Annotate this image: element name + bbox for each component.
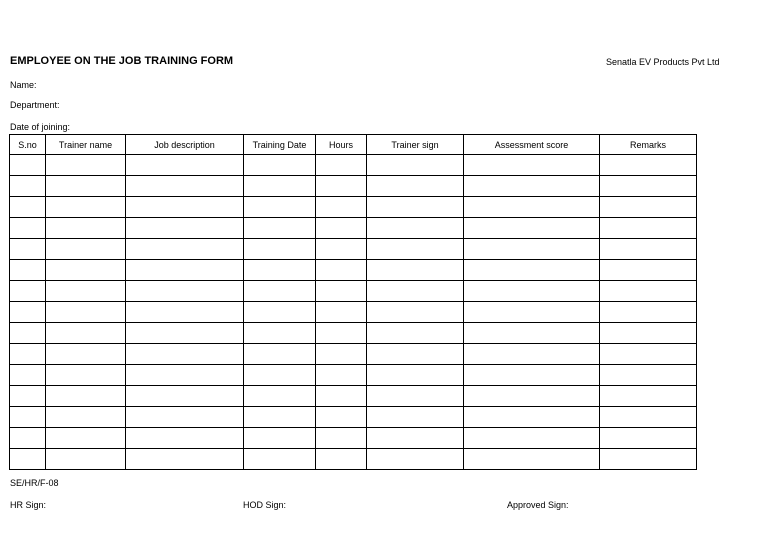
table-cell <box>10 428 46 449</box>
table-cell <box>244 260 316 281</box>
table-cell <box>464 428 600 449</box>
table-row <box>10 407 697 428</box>
table-row <box>10 365 697 386</box>
table-cell <box>46 323 126 344</box>
table-cell <box>316 386 367 407</box>
table-row <box>10 281 697 302</box>
table-cell <box>464 260 600 281</box>
table-cell <box>46 197 126 218</box>
table-cell <box>126 155 244 176</box>
table-cell <box>464 155 600 176</box>
table-cell <box>46 407 126 428</box>
table-row <box>10 323 697 344</box>
table-cell <box>464 344 600 365</box>
table-cell <box>316 197 367 218</box>
table-cell <box>600 155 697 176</box>
table-cell <box>464 197 600 218</box>
hr-sign-label: HR Sign: <box>10 500 47 510</box>
column-header-job-description: Job description <box>126 135 244 155</box>
hod-sign-label: HOD Sign: <box>243 500 287 510</box>
table-cell <box>46 176 126 197</box>
table-cell <box>10 323 46 344</box>
table-body <box>10 155 697 470</box>
table-cell <box>126 281 244 302</box>
table-cell <box>600 302 697 323</box>
table-cell <box>126 428 244 449</box>
table-cell <box>600 176 697 197</box>
table-cell <box>367 344 464 365</box>
table-cell <box>46 428 126 449</box>
table-cell <box>46 302 126 323</box>
table-cell <box>46 449 126 470</box>
table-cell <box>600 365 697 386</box>
table-cell <box>464 176 600 197</box>
table-cell <box>244 218 316 239</box>
table-cell <box>600 428 697 449</box>
table-cell <box>316 449 367 470</box>
table-cell <box>367 407 464 428</box>
table-cell <box>316 365 367 386</box>
table-cell <box>126 386 244 407</box>
table-row <box>10 176 697 197</box>
table-cell <box>600 449 697 470</box>
table-cell <box>244 197 316 218</box>
table-cell <box>367 239 464 260</box>
table-cell <box>244 365 316 386</box>
table-cell <box>126 365 244 386</box>
table-cell <box>367 176 464 197</box>
form-code: SE/HR/F-08 <box>10 478 59 488</box>
column-header-assessment-score: Assessment score <box>464 135 600 155</box>
table-cell <box>316 428 367 449</box>
table-cell <box>316 218 367 239</box>
department-field-label: Department: <box>10 100 60 110</box>
table-cell <box>600 323 697 344</box>
table-cell <box>316 302 367 323</box>
table-cell <box>10 365 46 386</box>
table-cell <box>10 449 46 470</box>
table-cell <box>126 197 244 218</box>
table-cell <box>464 407 600 428</box>
table-header-row <box>10 135 697 155</box>
table-cell <box>244 386 316 407</box>
table-cell <box>46 386 126 407</box>
table-cell <box>126 449 244 470</box>
table-cell <box>126 407 244 428</box>
column-header-remarks: Remarks <box>600 135 697 155</box>
company-name: Senatla EV Products Pvt Ltd <box>606 57 720 67</box>
table-row <box>10 239 697 260</box>
table-cell <box>367 428 464 449</box>
table-row <box>10 449 697 470</box>
table-cell <box>46 281 126 302</box>
table-row <box>10 302 697 323</box>
table-cell <box>244 407 316 428</box>
table-cell <box>316 155 367 176</box>
table-row <box>10 344 697 365</box>
table-row <box>10 218 697 239</box>
training-table <box>9 134 697 470</box>
table-cell <box>464 449 600 470</box>
column-header-trainer-sign: Trainer sign <box>367 135 464 155</box>
table-cell <box>244 281 316 302</box>
table-cell <box>10 386 46 407</box>
column-header-training-date: Training Date <box>244 135 316 155</box>
table-cell <box>316 239 367 260</box>
table-cell <box>126 260 244 281</box>
table-cell <box>600 197 697 218</box>
table-row <box>10 428 697 449</box>
table-cell <box>316 176 367 197</box>
table-cell <box>464 323 600 344</box>
table-cell <box>464 239 600 260</box>
table-cell <box>244 155 316 176</box>
table-cell <box>10 281 46 302</box>
table-cell <box>244 302 316 323</box>
table-row <box>10 386 697 407</box>
table-cell <box>126 302 244 323</box>
table-cell <box>46 344 126 365</box>
table-cell <box>464 302 600 323</box>
table-cell <box>316 323 367 344</box>
table-cell <box>316 281 367 302</box>
table-row <box>10 260 697 281</box>
table-cell <box>244 176 316 197</box>
table-cell <box>46 260 126 281</box>
table-cell <box>46 239 126 260</box>
table-row <box>10 155 697 176</box>
table-cell <box>10 407 46 428</box>
approved-sign-label: Approved Sign: <box>507 500 569 510</box>
table-cell <box>464 281 600 302</box>
table-cell <box>367 155 464 176</box>
table-cell <box>244 428 316 449</box>
table-cell <box>244 449 316 470</box>
table-cell <box>10 197 46 218</box>
table-cell <box>316 260 367 281</box>
table-cell <box>367 197 464 218</box>
table-cell <box>10 344 46 365</box>
table-cell <box>10 260 46 281</box>
table-cell <box>10 239 46 260</box>
table-cell <box>46 365 126 386</box>
table-cell <box>600 218 697 239</box>
table-cell <box>46 218 126 239</box>
table-cell <box>367 449 464 470</box>
table-cell <box>244 239 316 260</box>
column-header-hours: Hours <box>316 135 367 155</box>
table-cell <box>10 155 46 176</box>
table-cell <box>126 323 244 344</box>
table-cell <box>126 239 244 260</box>
table-cell <box>367 365 464 386</box>
table-row <box>10 197 697 218</box>
table-cell <box>367 218 464 239</box>
table-cell <box>464 218 600 239</box>
table-cell <box>244 344 316 365</box>
table-cell <box>464 365 600 386</box>
table-cell <box>126 176 244 197</box>
column-header-trainer-name: Trainer name <box>46 135 126 155</box>
table-cell <box>600 407 697 428</box>
table-cell <box>10 302 46 323</box>
table-cell <box>126 218 244 239</box>
table-cell <box>464 386 600 407</box>
page-title: EMPLOYEE ON THE JOB TRAINING FORM <box>10 55 234 67</box>
table-cell <box>367 281 464 302</box>
table-cell <box>600 239 697 260</box>
table-cell <box>126 344 244 365</box>
table-cell <box>244 323 316 344</box>
table-cell <box>316 407 367 428</box>
table-cell <box>600 344 697 365</box>
table-cell <box>600 281 697 302</box>
table-cell <box>367 260 464 281</box>
column-header-sno: S.no <box>10 135 46 155</box>
table-cell <box>600 386 697 407</box>
date-of-joining-field-label: Date of joining: <box>10 122 71 132</box>
table-cell <box>10 176 46 197</box>
table-cell <box>10 218 46 239</box>
table-cell <box>367 302 464 323</box>
name-field-label: Name: <box>10 80 37 90</box>
table-cell <box>316 344 367 365</box>
table-cell <box>367 323 464 344</box>
table-cell <box>367 386 464 407</box>
table-cell <box>600 260 697 281</box>
table-cell <box>46 155 126 176</box>
